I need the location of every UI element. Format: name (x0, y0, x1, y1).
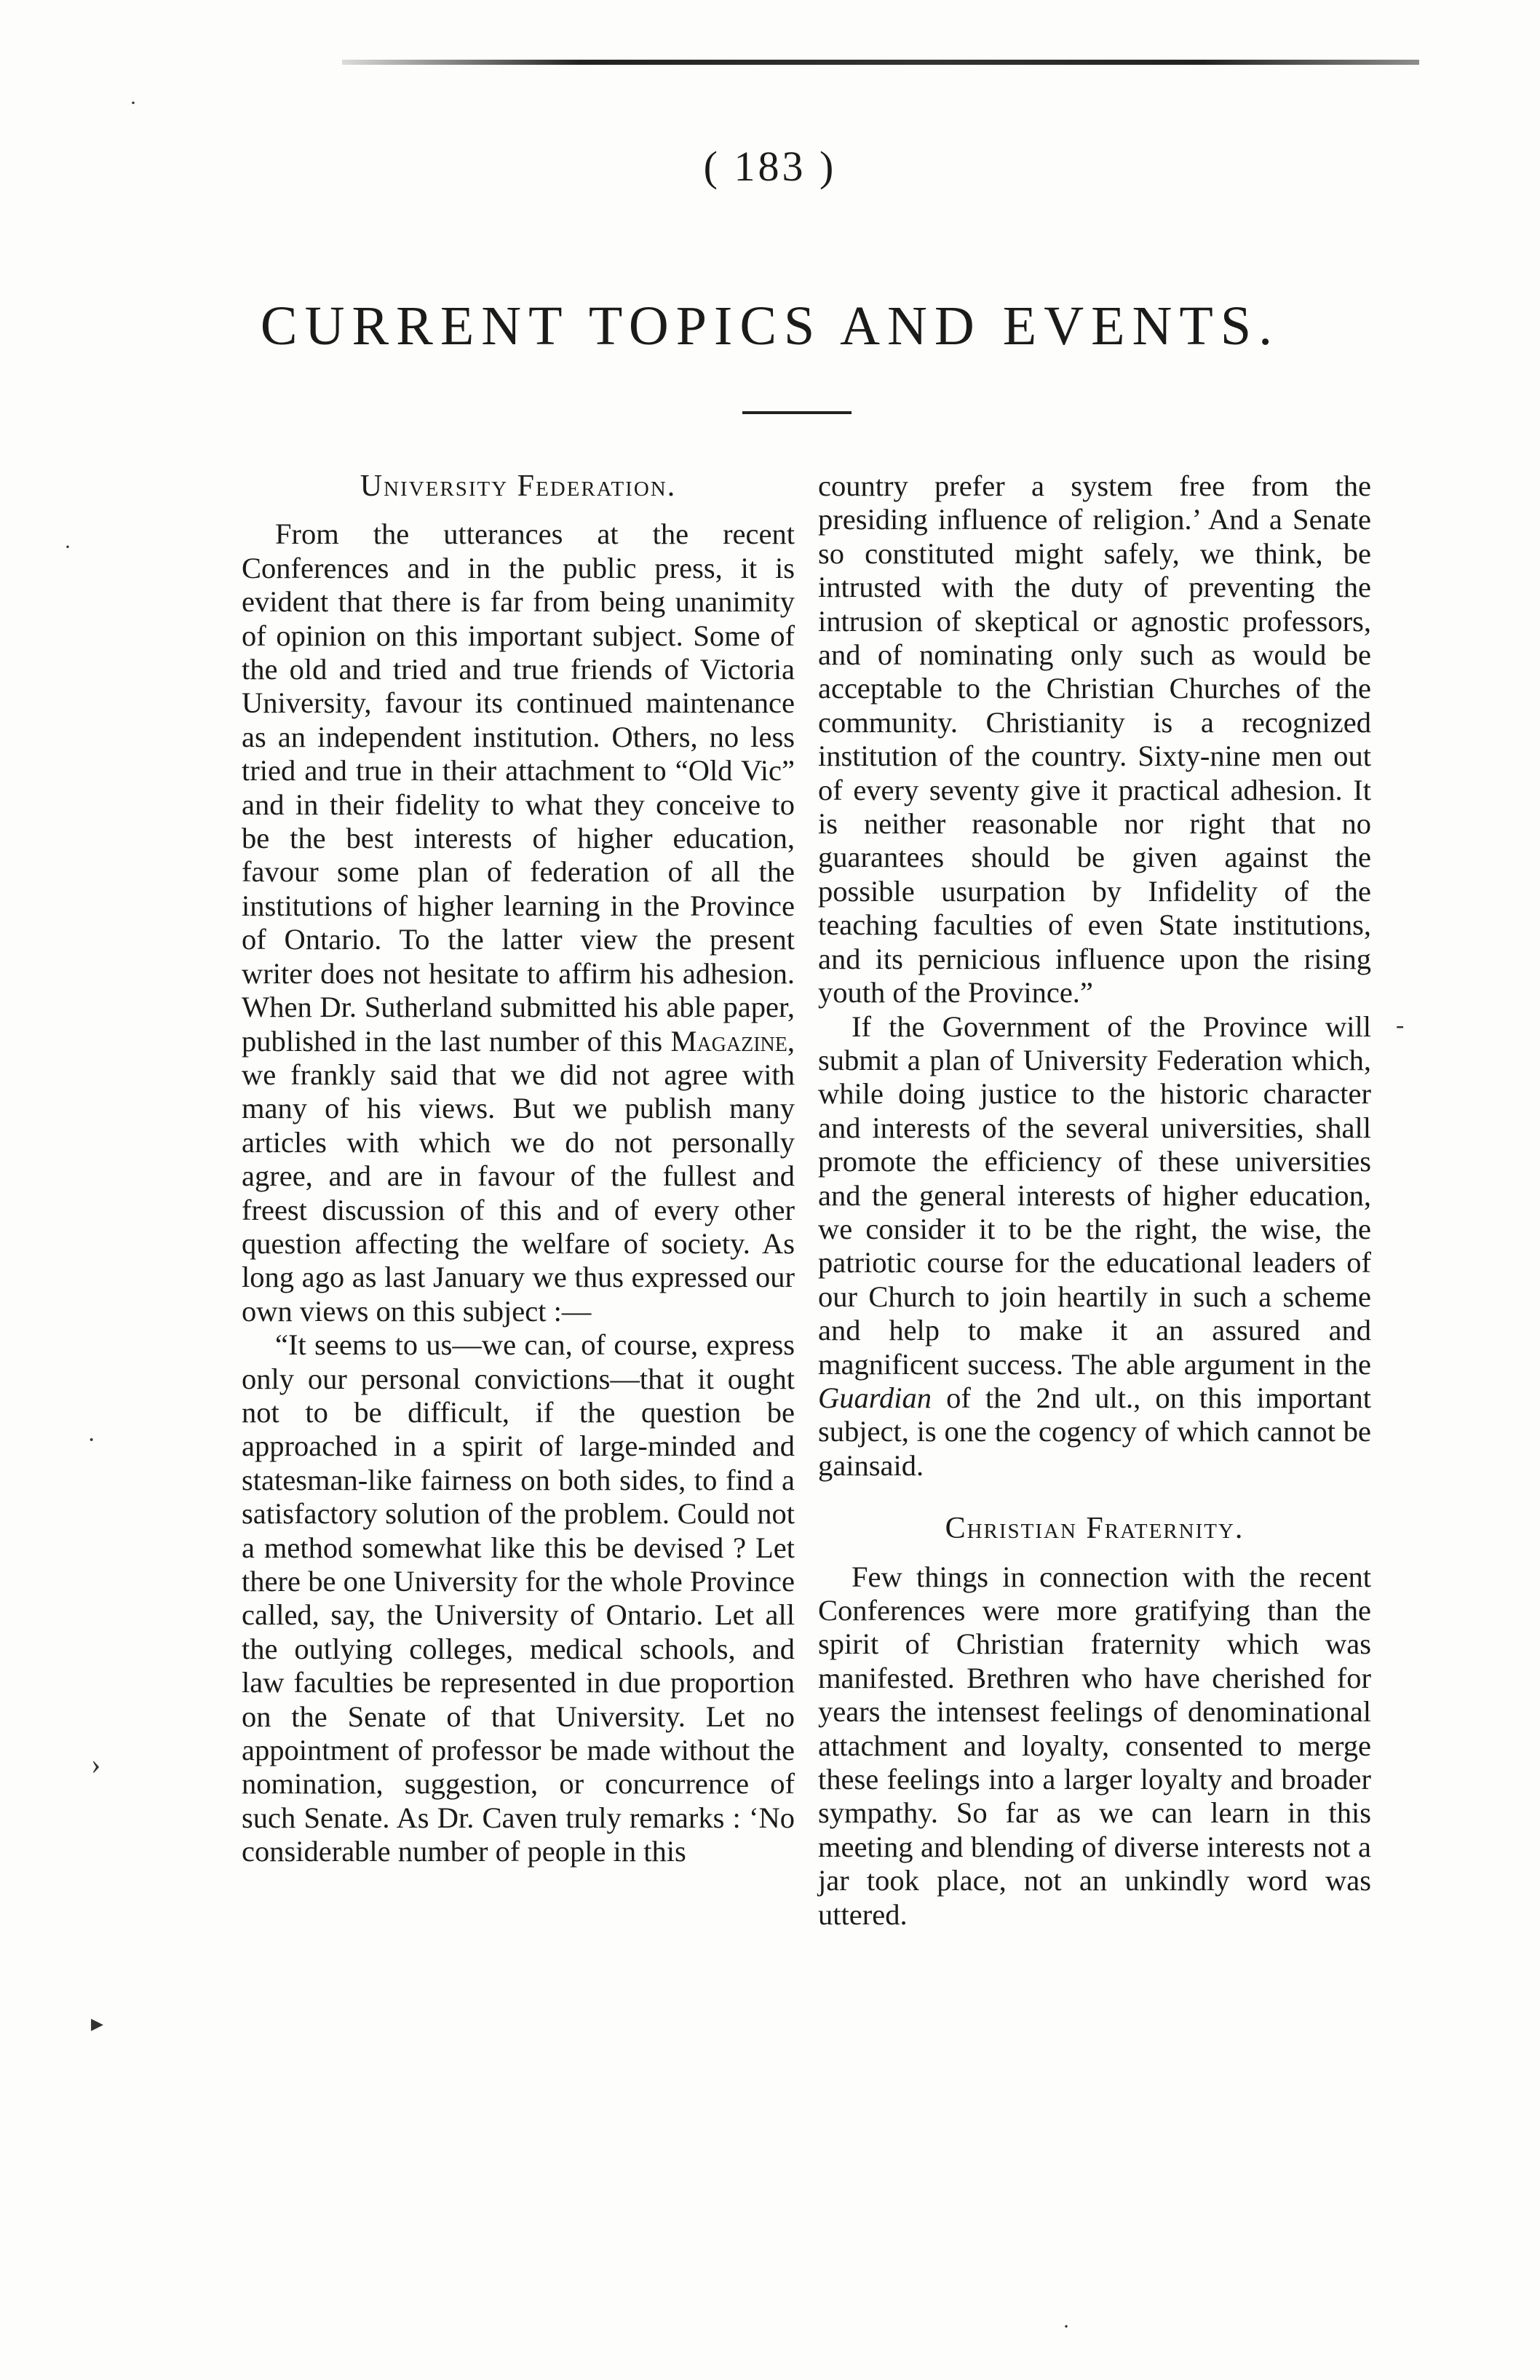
scan-speck: ▸ (91, 2010, 104, 2037)
scan-speck: › (91, 1748, 101, 1780)
text-run: From the utterances at the recent Conferences and in the public press, it is evident that there is far from being unanimity of opinion on this important subject. Some of the old and tried and true friends of Victoria University, favour its continued maintenance as an independent institution. Others, no less tried and true in their attachment to “Old Vic” and in their fidelity to what they conceive to be the best interests of higher education, favour some plan of federation of all the institutions of higher learning in the Province of Ontario. To the latter view the present writer does not hesitate to affirm his adhesion. When Dr. Sutherland submitted his able paper, published in the last number of this (242, 517, 795, 1058)
scan-speck: · (1063, 2314, 1070, 2339)
paragraph-federation-intro (242, 517, 795, 1328)
paragraph-fraternity: Few things in connection with the recent Conferences were more gratifying than the spirit of Christian fraternity which was manifested. Brethren who have cherished for years the intensest feelings of denominational attachment and loyalty, consented to merge these feelings into a larger loyalty and broader sympathy. So far as we can learn in this meeting and blending of diverse interests not a jar took place, not an unkindly word was uttered. (818, 1560, 1371, 1931)
magazine-word: Magazine (670, 1024, 787, 1058)
paragraph-quote-continued: country prefer a system free from the presiding influence of religion.’ And a Senate so constituted might safely, we think, be intrusted with the duty of preventing the intrusion of skeptical or agnostic professors, and of nominating only such as would be acceptable to the Christian Churches of the community. Christianity is a recognized institution of the country. Sixty-nine men out of every seventy give it practical adhesion. It is neither reasonable nor right that no guarantees should be given against the possible usurpation by Infidelity of the teaching faculties of even State institutions, and its pernicious influence upon the rising youth of the Province.” (818, 469, 1371, 1009)
title-divider (742, 411, 852, 414)
guardian-title: Guardian (818, 1381, 932, 1414)
scan-speck: - (1396, 1012, 1405, 1039)
paragraph-quote-start: “It seems to us—we can, of course, express only our personal convictions—that it ought not to be difficult, if the question be approached in a spirit of large-minded and statesman-like fairness on both sides, to find a satisfactory solution of the problem. Could not a method somewhat like this be devised ? Let there be one University for the whole Province called, say, the University of Ontario. Let all the outlying colleges, medical schools, and law faculties be represented in due proportion on the Senate of that University. Let no appointment of professor be made without the nomination, suggestion, or concurrence of such Senate. As Dr. Caven truly remarks : ‘No considerable number of people in this (242, 1328, 795, 1868)
scan-speck: · (130, 91, 137, 115)
text-run: of the 2nd ult., on this important subject, is one the cogency of which cannot be gainsaid. (818, 1381, 1371, 1482)
header-rule (342, 60, 1419, 65)
page-number: ( 183 ) (703, 143, 837, 190)
section-heading-university-federation: University Federation. (360, 469, 677, 503)
right-column (818, 469, 1371, 1932)
text-run: If the Government of the Province will submit a plan of University Federation which, while doing justice to the historic character and interests of the several universities, shall promote the efficiency of these universities and the general interests of higher education, we consider it to be the right, the wise, the patriotic course for the educational leaders of our Church to join heartily in such a scheme and help to make it an assured and magnificent success. The able argument in the (818, 1009, 1371, 1381)
scan-speck: · (64, 535, 71, 559)
section-heading-christian-fraternity: Christian Fraternity. (945, 1512, 1245, 1546)
scan-speck: · (87, 1427, 96, 1453)
left-column (242, 469, 795, 1869)
paragraph-federation-conclusion (818, 1010, 1371, 1483)
text-run: , we frankly said that we did not agree with many of his views. But we publish many articles with which we do not personally agree, and are in favour of the fullest and freest discussion of this and of every other question affecting the welfare of society. As long ago as last January we thus expressed our own views on this subject :— (242, 1024, 795, 1328)
page-title: CURRENT TOPICS AND EVENTS. (260, 295, 1280, 357)
